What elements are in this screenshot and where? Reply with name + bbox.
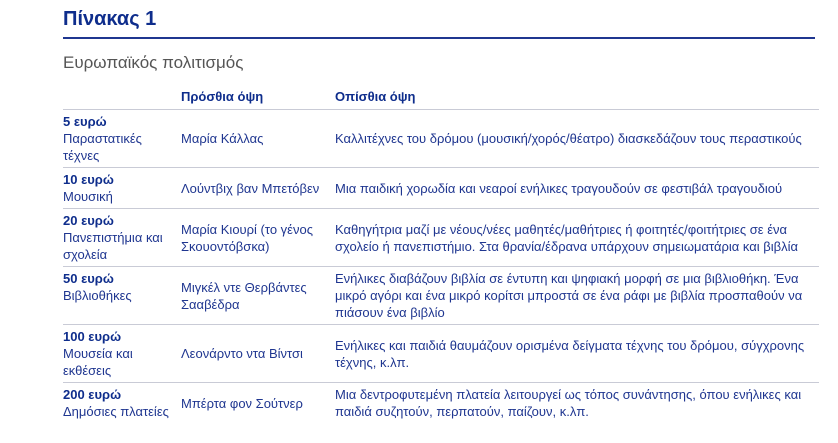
denomination-cell [63, 110, 181, 168]
back-side-cell: Καλλιτέχνες του δρόμου (μουσική/χορός/θέατρο) διασκεδάζουν τους περαστικούς [335, 110, 819, 168]
front-side-cell: Μπέρτα φον Σούτνερ [181, 395, 303, 411]
denomination-cell [63, 325, 181, 383]
title-divider [63, 37, 815, 39]
table-subtitle: Ευρωπαϊκός πολιτισμός [63, 53, 244, 72]
back-side-cell: Καθηγήτρια μαζί με νέους/νέες μαθητές/μαθήτριες ή φοιτητές/φοιτήτριες σε ένα σχολείο ή πανεπιστήμιο. Στα θρανία/έδρανα υπάρχουν σημειωματάρια και βιβλία [335, 209, 819, 267]
denomination-cell [63, 168, 181, 209]
table-row [63, 325, 819, 383]
table-row [63, 168, 819, 209]
denomination-amount: 200 ευρώ [63, 387, 122, 402]
denomination-cell [63, 209, 181, 267]
denomination-theme: Μουσική [63, 189, 113, 204]
denomination-amount: 50 ευρώ [63, 271, 114, 286]
denomination-theme: Πανεπιστήμια και σχολεία [63, 230, 163, 262]
back-side-cell: Μια παιδική χορωδία και νεαροί ενήλικες τραγουδούν σε φεστιβάλ τραγουδιού [335, 168, 819, 209]
front-side-cell: Μιγκέλ ντε Θερβάντες Σααβέδρα [181, 267, 335, 325]
front-side-cell: Μαρία Κιουρί (το γένος Σκουοντόβσκα) [181, 209, 335, 267]
back-side-cell: Μια δεντροφυτεμένη πλατεία λειτουργεί ως τόπος συνάντησης, όπου ενήλικες και παιδιά συζητούν, περπατούν, παίζουν, κ.λπ. [335, 387, 802, 419]
table-title: Πίνακας 1 [63, 8, 157, 30]
front-side-cell: Λεονάρντο ντα Βίντσι [181, 325, 335, 383]
table-header-row [63, 86, 819, 110]
table-row [63, 383, 819, 424]
table-row [63, 209, 819, 267]
denomination-theme: Παραστατικές τέχνες [63, 131, 142, 163]
denomination-cell [63, 267, 181, 325]
banknotes-table [63, 86, 819, 423]
table-row [63, 267, 819, 325]
denomination-amount: 20 ευρώ [63, 213, 114, 228]
header-front-side: Πρόσθια όψη [181, 86, 335, 110]
front-side-cell: Μαρία Κάλλας [181, 110, 335, 168]
denomination-amount: 5 ευρώ [63, 114, 107, 129]
back-side-cell: Ενήλικες διαβάζουν βιβλία σε έντυπη και ψηφιακή μορφή σε μια βιβλιοθήκη. Ένα μικρό αγόρι και ένα μικρό κορίτσι μπροστά σε ένα ράφι με βιβλία προσπαθούν να πιάσουν ένα βιβλίο [335, 267, 819, 325]
front-side-cell: Λούντβιχ βαν Μπετόβεν [181, 168, 335, 209]
table-row [63, 110, 819, 168]
denomination-amount: 10 ευρώ [63, 172, 114, 187]
denomination-theme: Μουσεία και εκθέσεις [63, 346, 133, 378]
denomination-theme: Δημόσιες πλατείες [63, 404, 169, 419]
back-side-cell: Ενήλικες και παιδιά θαυμάζουν ορισμένα δείγματα τέχνης του δρόμου, σύγχρονης τέχνης, κ.λπ. [335, 325, 819, 383]
denomination-amount: 100 ευρώ [63, 329, 122, 344]
header-denomination [63, 86, 181, 110]
denomination-theme: Βιβλιοθήκες [63, 288, 132, 303]
header-back-side: Οπίσθια όψη [335, 86, 819, 110]
denomination-cell [63, 383, 181, 424]
